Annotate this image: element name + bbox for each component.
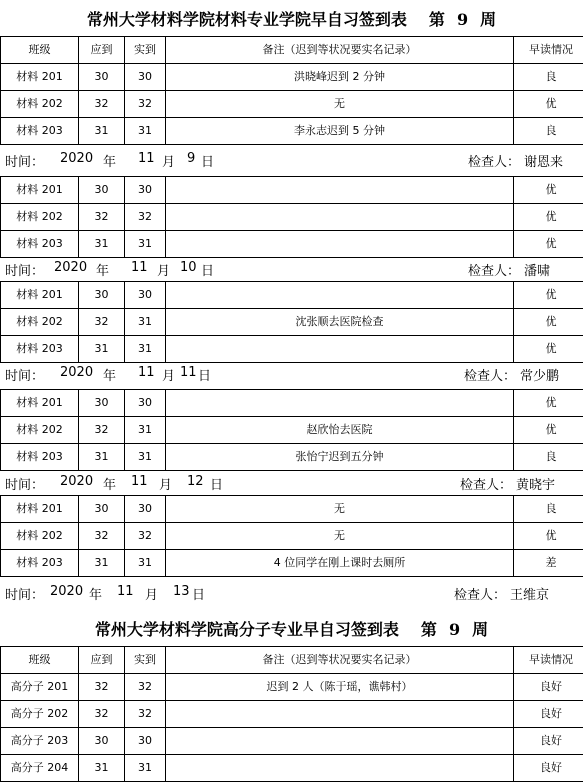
year-unit: 年 bbox=[89, 588, 103, 603]
cell-note bbox=[166, 231, 514, 258]
table-row bbox=[1, 701, 583, 728]
cell-class: 材料 203 bbox=[1, 550, 79, 577]
cell-class: 材料 202 bbox=[1, 91, 79, 118]
cell-actual: 31 bbox=[125, 336, 166, 363]
table-row bbox=[1, 523, 583, 550]
cell-due: 30 bbox=[79, 390, 125, 417]
cell-reading: 优 bbox=[514, 417, 583, 444]
cell-actual: 32 bbox=[125, 91, 166, 118]
inspector-label: 检查人： bbox=[464, 369, 517, 384]
inspector-name: 潘啸 bbox=[524, 264, 551, 279]
table-row bbox=[1, 231, 583, 258]
cell-reading: 优 bbox=[514, 204, 583, 231]
cell-reading: 优 bbox=[514, 282, 583, 309]
cell-due: 32 bbox=[79, 701, 125, 728]
month-unit: 月 bbox=[145, 588, 159, 603]
inspector-label: 检查人： bbox=[460, 478, 513, 493]
cell-reading: 良 bbox=[514, 496, 583, 523]
section2-title-text: 常州大学材料学院高分子专业早自习签到表 bbox=[94, 619, 399, 639]
table-header bbox=[1, 647, 583, 674]
date-month: 11 bbox=[131, 474, 148, 489]
cell-due: 32 bbox=[79, 674, 125, 701]
cell-due: 32 bbox=[79, 91, 125, 118]
inspector-label: 检查人： bbox=[468, 264, 521, 279]
cell-due: 32 bbox=[79, 523, 125, 550]
day-unit: 日 bbox=[210, 478, 224, 493]
table-row bbox=[1, 91, 583, 118]
cell-note bbox=[166, 755, 514, 782]
cell-due: 32 bbox=[79, 417, 125, 444]
time-label: 时间： bbox=[5, 478, 45, 493]
cell-actual: 31 bbox=[125, 755, 166, 782]
header-class: 班级 bbox=[1, 647, 79, 674]
header-due: 应到 bbox=[79, 37, 125, 64]
cell-note bbox=[166, 390, 514, 417]
header-due: 应到 bbox=[79, 647, 125, 674]
cell-reading: 优 bbox=[514, 336, 583, 363]
cell-note: 迟到 2 人（陈于瑶，谯韩村） bbox=[166, 674, 514, 701]
block2-table bbox=[0, 176, 583, 258]
year-unit: 年 bbox=[103, 155, 117, 170]
table-row bbox=[1, 728, 583, 755]
cell-due: 31 bbox=[79, 231, 125, 258]
cell-note: 无 bbox=[166, 91, 514, 118]
date-month: 11 bbox=[138, 365, 155, 380]
cell-class: 材料 201 bbox=[1, 64, 79, 91]
cell-reading: 良好 bbox=[514, 728, 583, 755]
cell-reading: 良 bbox=[514, 444, 583, 471]
cell-due: 31 bbox=[79, 755, 125, 782]
inspector-name: 黄晓宇 bbox=[516, 478, 556, 493]
date-line-2 bbox=[0, 257, 583, 279]
year-unit: 年 bbox=[103, 369, 117, 384]
table-row bbox=[1, 118, 583, 145]
cell-note bbox=[166, 336, 514, 363]
cell-class: 高分子 201 bbox=[1, 674, 79, 701]
cell-actual: 30 bbox=[125, 282, 166, 309]
header-actual: 实到 bbox=[125, 37, 166, 64]
cell-actual: 32 bbox=[125, 523, 166, 550]
date-line-3 bbox=[0, 362, 583, 384]
cell-due: 32 bbox=[79, 204, 125, 231]
table-row bbox=[1, 755, 583, 782]
day-unit: 日 bbox=[198, 369, 212, 384]
time-label: 时间： bbox=[5, 155, 45, 170]
inspector-name: 王维京 bbox=[510, 588, 550, 603]
header-note: 备注（迟到等状况要实名记录） bbox=[166, 647, 514, 674]
cell-due: 30 bbox=[79, 64, 125, 91]
cell-actual: 31 bbox=[125, 231, 166, 258]
date-line-5 bbox=[0, 581, 583, 603]
table-row bbox=[1, 444, 583, 471]
table-row bbox=[1, 496, 583, 523]
date-month: 11 bbox=[131, 260, 148, 275]
cell-note: 赵欣怡去医院 bbox=[166, 417, 514, 444]
month-unit: 月 bbox=[162, 369, 176, 384]
header-note: 备注（迟到等状况要实名记录） bbox=[166, 37, 514, 64]
table-row bbox=[1, 204, 583, 231]
cell-due: 31 bbox=[79, 444, 125, 471]
date-line-4 bbox=[0, 471, 583, 493]
cell-reading: 差 bbox=[514, 550, 583, 577]
cell-class: 材料 201 bbox=[1, 177, 79, 204]
cell-reading: 良 bbox=[514, 118, 583, 145]
cell-note bbox=[166, 177, 514, 204]
time-label: 时间： bbox=[5, 264, 45, 279]
header-class: 班级 bbox=[1, 37, 79, 64]
cell-class: 材料 202 bbox=[1, 309, 79, 336]
month-unit: 月 bbox=[159, 478, 173, 493]
day-unit: 日 bbox=[192, 588, 206, 603]
cell-reading: 优 bbox=[514, 309, 583, 336]
date-year: 2020 bbox=[60, 474, 94, 489]
cell-actual: 32 bbox=[125, 204, 166, 231]
block3-table bbox=[0, 281, 583, 363]
table-row bbox=[1, 390, 583, 417]
inspector-name: 常少鹏 bbox=[520, 369, 560, 384]
cell-due: 30 bbox=[79, 496, 125, 523]
cell-reading: 优 bbox=[514, 523, 583, 550]
cell-reading: 良好 bbox=[514, 755, 583, 782]
cell-reading: 良好 bbox=[514, 674, 583, 701]
block5-table bbox=[0, 495, 583, 577]
date-line-1 bbox=[0, 148, 583, 170]
cell-due: 31 bbox=[79, 550, 125, 577]
cell-class: 材料 202 bbox=[1, 417, 79, 444]
cell-reading: 优 bbox=[514, 231, 583, 258]
cell-class: 材料 203 bbox=[1, 444, 79, 471]
cell-actual: 30 bbox=[125, 390, 166, 417]
cell-actual: 30 bbox=[125, 728, 166, 755]
cell-actual: 32 bbox=[125, 701, 166, 728]
cell-note: 无 bbox=[166, 496, 514, 523]
cell-reading: 优 bbox=[514, 91, 583, 118]
date-day: 12 bbox=[187, 474, 204, 489]
cell-class: 高分子 202 bbox=[1, 701, 79, 728]
cell-note: 无 bbox=[166, 523, 514, 550]
cell-reading: 良好 bbox=[514, 701, 583, 728]
table-row bbox=[1, 336, 583, 363]
block4-table bbox=[0, 389, 583, 471]
time-label: 时间： bbox=[5, 369, 45, 384]
cell-reading: 良 bbox=[514, 64, 583, 91]
header-reading: 早读情况 bbox=[514, 647, 583, 674]
section2-title bbox=[0, 610, 583, 646]
cell-actual: 31 bbox=[125, 550, 166, 577]
cell-due: 30 bbox=[79, 728, 125, 755]
month-unit: 月 bbox=[162, 155, 176, 170]
section2-week: 第 9 周 bbox=[420, 619, 489, 639]
cell-note: 张怡宁迟到五分钟 bbox=[166, 444, 514, 471]
cell-class: 材料 202 bbox=[1, 523, 79, 550]
date-day: 10 bbox=[180, 260, 197, 275]
table-row bbox=[1, 177, 583, 204]
table-row bbox=[1, 282, 583, 309]
cell-due: 31 bbox=[79, 118, 125, 145]
cell-due: 31 bbox=[79, 336, 125, 363]
date-month: 11 bbox=[117, 584, 134, 599]
cell-actual: 30 bbox=[125, 64, 166, 91]
cell-note: 李永志迟到 5 分钟 bbox=[166, 118, 514, 145]
year-unit: 年 bbox=[96, 264, 110, 279]
day-unit: 日 bbox=[201, 264, 215, 279]
date-month: 11 bbox=[138, 151, 155, 166]
cell-actual: 30 bbox=[125, 496, 166, 523]
cell-note: 洪晓峰迟到 2 分钟 bbox=[166, 64, 514, 91]
cell-actual: 31 bbox=[125, 444, 166, 471]
cell-note: 沈张顺去医院检查 bbox=[166, 309, 514, 336]
cell-class: 材料 202 bbox=[1, 204, 79, 231]
cell-class: 材料 203 bbox=[1, 336, 79, 363]
section1-title bbox=[0, 0, 583, 36]
section1-title-text: 常州大学材料学院材料专业学院早自习签到表 bbox=[86, 9, 407, 29]
section1-week: 第 9 周 bbox=[428, 9, 497, 29]
cell-class: 高分子 204 bbox=[1, 755, 79, 782]
block1-table bbox=[0, 36, 583, 145]
cell-note bbox=[166, 701, 514, 728]
cell-note bbox=[166, 282, 514, 309]
cell-due: 30 bbox=[79, 282, 125, 309]
header-reading: 早读情况 bbox=[514, 37, 583, 64]
date-year: 2020 bbox=[54, 260, 88, 275]
cell-class: 材料 203 bbox=[1, 231, 79, 258]
table-header bbox=[1, 37, 583, 64]
cell-note: 4 位同学在刚上课时去厕所 bbox=[166, 550, 514, 577]
inspector-label: 检查人： bbox=[454, 588, 507, 603]
cell-actual: 31 bbox=[125, 417, 166, 444]
cell-class: 材料 201 bbox=[1, 390, 79, 417]
inspector-name: 谢恩来 bbox=[524, 155, 564, 170]
table-row bbox=[1, 550, 583, 577]
header-actual: 实到 bbox=[125, 647, 166, 674]
cell-due: 30 bbox=[79, 177, 125, 204]
date-day: 11 bbox=[180, 365, 197, 380]
date-year: 2020 bbox=[60, 365, 94, 380]
cell-class: 材料 203 bbox=[1, 118, 79, 145]
date-year: 2020 bbox=[50, 584, 84, 599]
year-unit: 年 bbox=[103, 478, 117, 493]
cell-reading: 优 bbox=[514, 390, 583, 417]
day-unit: 日 bbox=[201, 155, 215, 170]
cell-class: 材料 201 bbox=[1, 496, 79, 523]
cell-actual: 31 bbox=[125, 309, 166, 336]
date-day: 13 bbox=[173, 584, 190, 599]
cell-actual: 31 bbox=[125, 118, 166, 145]
table-row bbox=[1, 417, 583, 444]
cell-actual: 30 bbox=[125, 177, 166, 204]
cell-note bbox=[166, 204, 514, 231]
date-year: 2020 bbox=[60, 151, 94, 166]
cell-actual: 32 bbox=[125, 674, 166, 701]
month-unit: 月 bbox=[157, 264, 171, 279]
cell-due: 32 bbox=[79, 309, 125, 336]
time-label: 时间： bbox=[5, 588, 45, 603]
table-row bbox=[1, 64, 583, 91]
cell-reading: 优 bbox=[514, 177, 583, 204]
section2-table bbox=[0, 646, 583, 782]
table-row bbox=[1, 309, 583, 336]
cell-note bbox=[166, 728, 514, 755]
cell-class: 高分子 203 bbox=[1, 728, 79, 755]
date-day: 9 bbox=[187, 151, 196, 166]
cell-class: 材料 201 bbox=[1, 282, 79, 309]
table-row bbox=[1, 674, 583, 701]
inspector-label: 检查人： bbox=[468, 155, 521, 170]
